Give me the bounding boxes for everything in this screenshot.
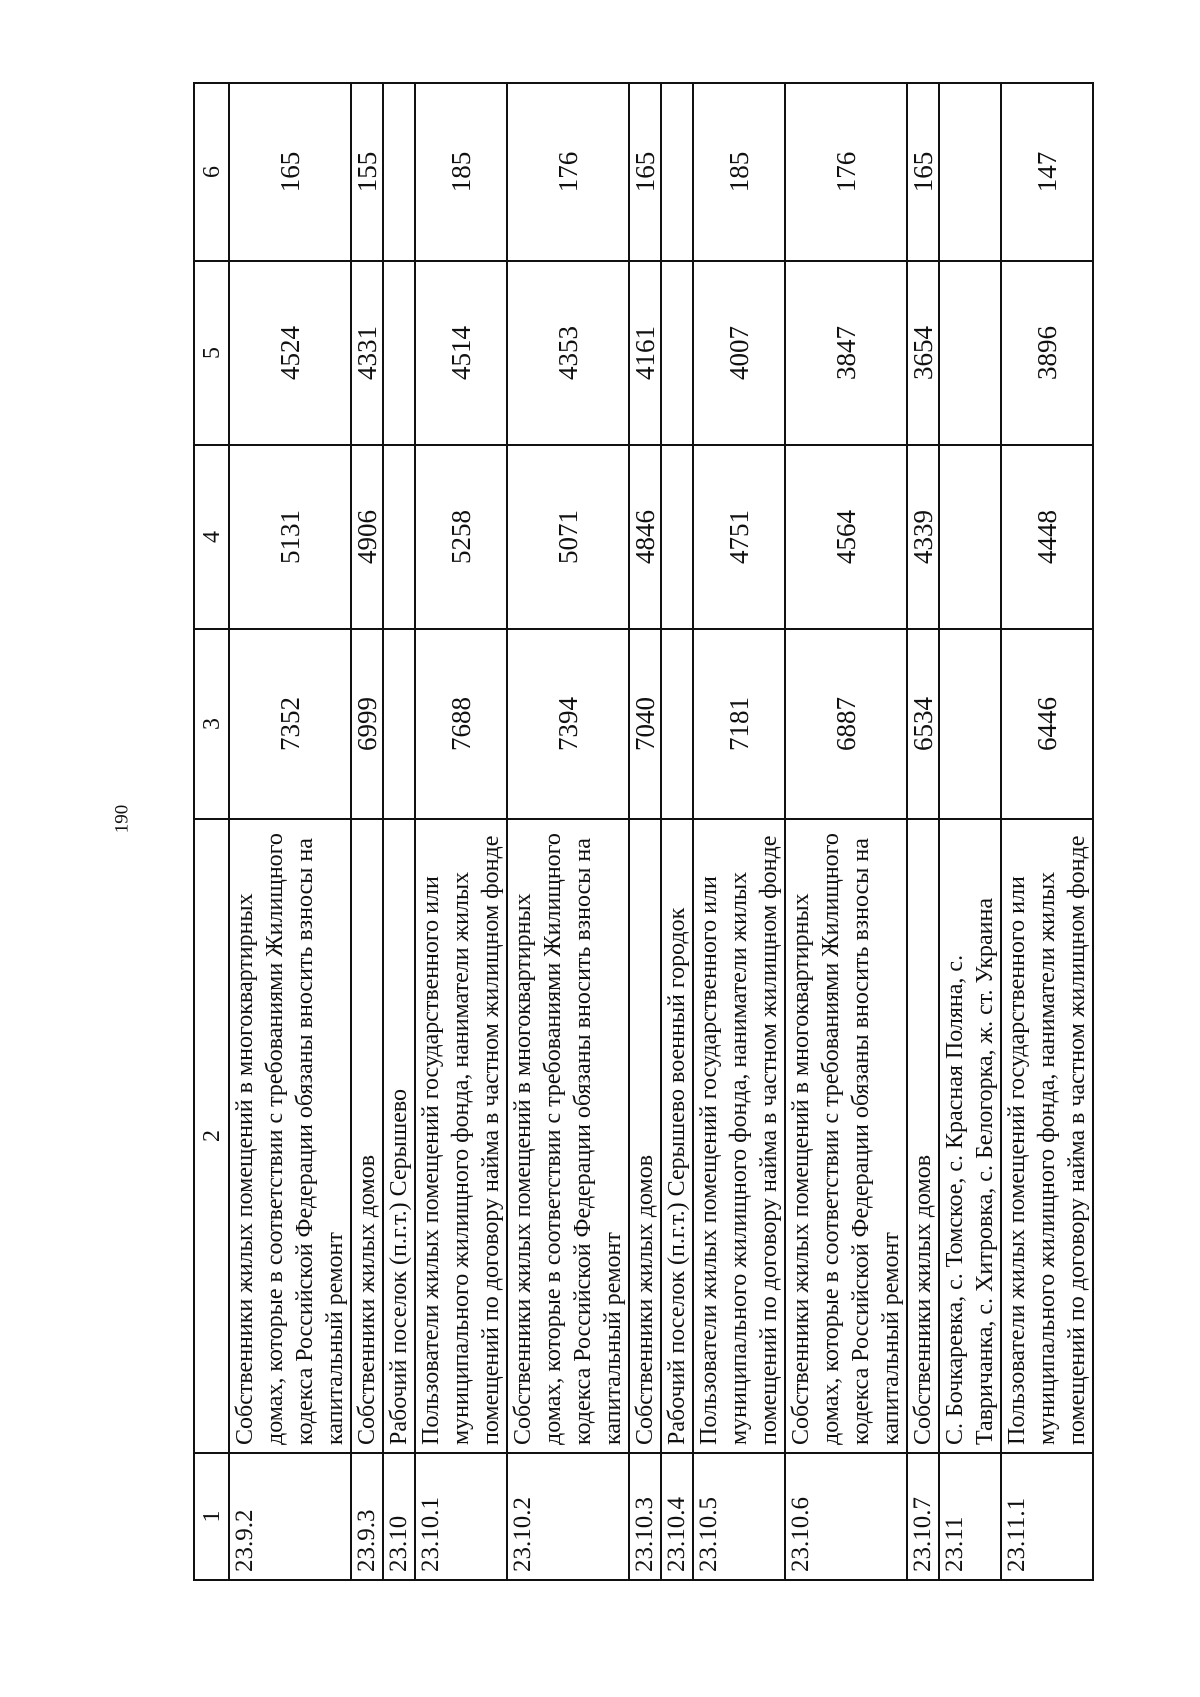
row-description: Собственники жилых помещений в многоквартирных домах, которые в соответствии с требованиями Жилищного кодекса Российской Федерации обязаны вносить взносы на капитальный ремонт	[785, 819, 907, 1453]
cell-col3: 6446	[1001, 629, 1093, 819]
row-code: 23.10.6	[785, 1453, 907, 1580]
cell-col6: 147	[1001, 83, 1093, 261]
row-description: Собственники жилых домов	[629, 819, 661, 1453]
tariff-table	[193, 82, 1094, 1581]
row-description: Собственники жилых домов	[351, 819, 383, 1453]
cell-col4: 4339	[907, 445, 939, 629]
row-code: 23.10.5	[693, 1453, 785, 1580]
row-code: 23.9.3	[351, 1453, 383, 1580]
table-row	[939, 83, 1001, 1580]
cell-col5: 4353	[507, 261, 629, 445]
rotated-table-wrapper	[193, 84, 1090, 1581]
row-description: Собственники жилых помещений в многоквартирных домах, которые в соответствии с требованиями Жилищного кодекса Российской Федерации обязаны вносить взносы на капитальный ремонт	[229, 819, 351, 1453]
cell-col4: 4906	[351, 445, 383, 629]
row-description: Пользователи жилых помещений государственного или муниципального жилищного фонда, наниматели жилых помещений по договору найма в частном жилищном фонде	[1001, 819, 1093, 1453]
cell-col3: 7040	[629, 629, 661, 819]
table-row	[785, 83, 907, 1580]
table-row	[415, 83, 507, 1580]
cell-col5: 4524	[229, 261, 351, 445]
row-code: 23.9.2	[229, 1453, 351, 1580]
cell-col5: 3654	[907, 261, 939, 445]
row-code: 23.10.2	[507, 1453, 629, 1580]
cell-col3	[383, 629, 415, 819]
cell-col5: 4161	[629, 261, 661, 445]
column-header-2: 2	[194, 819, 229, 1453]
row-code: 23.10.7	[907, 1453, 939, 1580]
table-row	[661, 83, 693, 1580]
cell-col4: 4846	[629, 445, 661, 629]
cell-col6	[383, 83, 415, 261]
cell-col6: 165	[229, 83, 351, 261]
row-description: Собственники жилых помещений в многоквартирных домах, которые в соответствии с требованиями Жилищного кодекса Российской Федерации обязаны вносить взносы на капитальный ремонт	[507, 819, 629, 1453]
table-row	[383, 83, 415, 1580]
column-header-1: 1	[194, 1453, 229, 1580]
cell-col3: 7394	[507, 629, 629, 819]
table-row	[507, 83, 629, 1580]
column-header-5: 5	[194, 261, 229, 445]
column-header-3: 3	[194, 629, 229, 819]
cell-col6: 176	[507, 83, 629, 261]
row-description: Рабочий поселок (п.г.т.) Серышево	[383, 819, 415, 1453]
row-description: Пользователи жилых помещений государственного или муниципального жилищного фонда, наниматели жилых помещений по договору найма в частном жилищном фонде	[693, 819, 785, 1453]
cell-col5	[939, 261, 1001, 445]
cell-col3	[939, 629, 1001, 819]
cell-col4: 5071	[507, 445, 629, 629]
cell-col3: 7688	[415, 629, 507, 819]
cell-col5: 3847	[785, 261, 907, 445]
cell-col4: 5131	[229, 445, 351, 629]
row-code: 23.11.1	[1001, 1453, 1093, 1580]
row-code: 23.10.1	[415, 1453, 507, 1580]
row-code: 23.10.3	[629, 1453, 661, 1580]
cell-col5	[661, 261, 693, 445]
cell-col4: 4751	[693, 445, 785, 629]
table-row	[1001, 83, 1093, 1580]
column-header-6: 6	[194, 83, 229, 261]
cell-col6	[939, 83, 1001, 261]
cell-col6: 185	[693, 83, 785, 261]
cell-col6: 165	[629, 83, 661, 261]
cell-col3: 6887	[785, 629, 907, 819]
column-header-4: 4	[194, 445, 229, 629]
cell-col4: 5258	[415, 445, 507, 629]
cell-col5	[383, 261, 415, 445]
cell-col4: 4448	[1001, 445, 1093, 629]
cell-col3: 7181	[693, 629, 785, 819]
cell-col5: 4331	[351, 261, 383, 445]
cell-col6: 185	[415, 83, 507, 261]
header-row	[194, 83, 229, 1580]
row-description: Собственники жилых домов	[907, 819, 939, 1453]
cell-col5: 4514	[415, 261, 507, 445]
row-description: Рабочий поселок (п.г.т.) Серышево военный городок	[661, 819, 693, 1453]
cell-col3: 7352	[229, 629, 351, 819]
row-description: Пользователи жилых помещений государственного или муниципального жилищного фонда, наниматели жилых помещений по договору найма в частном жилищном фонде	[415, 819, 507, 1453]
cell-col3: 6534	[907, 629, 939, 819]
cell-col4	[939, 445, 1001, 629]
cell-col4	[383, 445, 415, 629]
page-number: 190	[111, 804, 133, 834]
table-row	[229, 83, 351, 1580]
cell-col6: 165	[907, 83, 939, 261]
table-row	[693, 83, 785, 1580]
cell-col6: 155	[351, 83, 383, 261]
table-row	[351, 83, 383, 1580]
cell-col4	[661, 445, 693, 629]
cell-col6	[661, 83, 693, 261]
table-row	[629, 83, 661, 1580]
cell-col5: 3896	[1001, 261, 1093, 445]
cell-col5: 4007	[693, 261, 785, 445]
cell-col6: 176	[785, 83, 907, 261]
table-row	[907, 83, 939, 1580]
row-code: 23.11	[939, 1453, 1001, 1580]
row-code: 23.10.4	[661, 1453, 693, 1580]
row-code: 23.10	[383, 1453, 415, 1580]
cell-col3	[661, 629, 693, 819]
cell-col3: 6999	[351, 629, 383, 819]
row-description: С. Бочкаревка, с. Томское, с. Красная Поляна, с. Тавричанка, с. Хитровка, с. Белогорка, ж. ст. Украина	[939, 819, 1001, 1453]
cell-col4: 4564	[785, 445, 907, 629]
